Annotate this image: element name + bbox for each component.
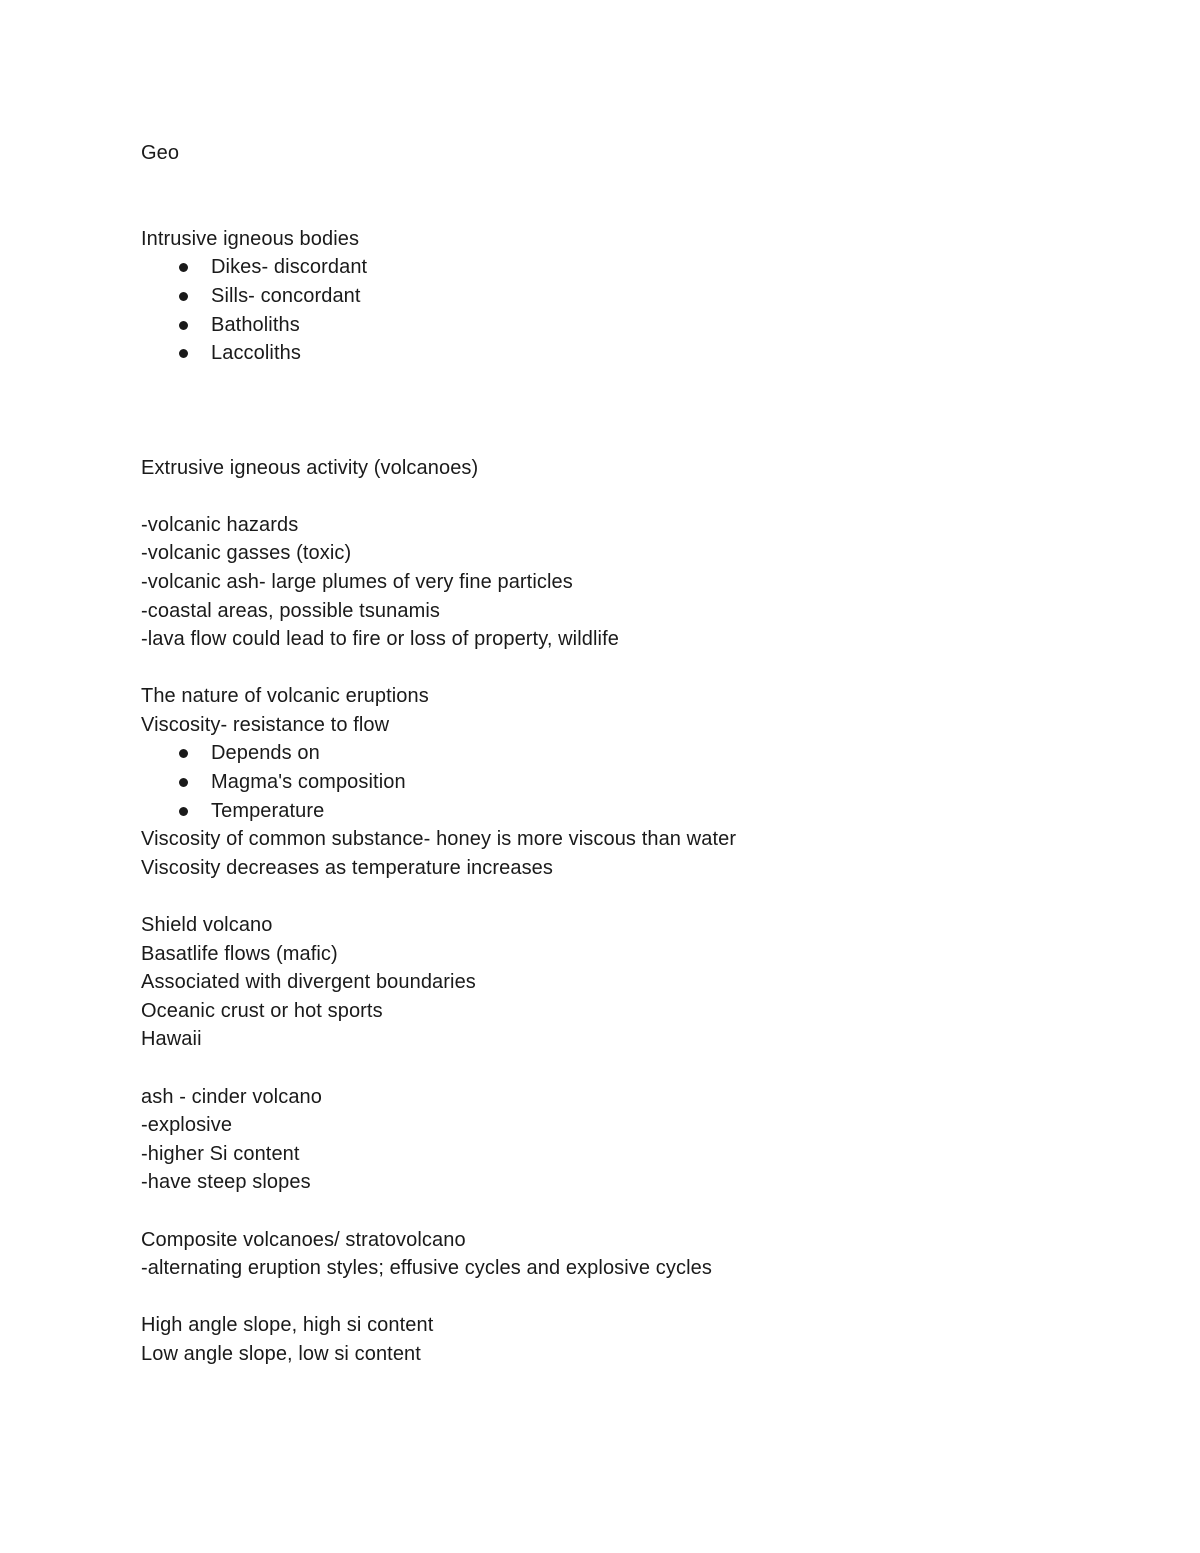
bullet-icon	[179, 263, 188, 272]
composite-line: -alternating eruption styles; effusive cycles and explosive cycles	[141, 1257, 712, 1280]
bullet-text: Batholiths	[211, 313, 300, 336]
extrusive-line: -volcanic gasses (toxic)	[141, 542, 352, 565]
bullet-text: Laccoliths	[211, 342, 301, 365]
shield-line: Hawaii	[141, 1028, 202, 1051]
extrusive-line: -volcanic ash- large plumes of very fine particles	[141, 570, 573, 593]
slope-line: High angle slope, high si content	[141, 1314, 434, 1337]
extrusive-line: -lava flow could lead to fire or loss of property, wildlife	[141, 628, 619, 651]
bullet-text: Dikes- discordant	[211, 256, 368, 279]
shield-line: Basatlife flows (mafic)	[141, 942, 338, 965]
bullet-item	[141, 253, 1101, 282]
cinder-line: ash - cinder volcano	[141, 1085, 322, 1108]
spacer	[141, 1197, 1101, 1226]
extrusive-line: -volcanic hazards	[141, 513, 299, 536]
bullet-item	[141, 739, 1101, 768]
bullet-icon	[179, 778, 188, 787]
spacer	[141, 368, 1101, 454]
nature-line: Viscosity of common substance- honey is more viscous than water	[141, 828, 737, 851]
composite-line: Composite volcanoes/ stratovolcano	[141, 1228, 466, 1251]
slope-line: Low angle slope, low si content	[141, 1342, 421, 1365]
spacer	[141, 882, 1101, 911]
document-title: Geo	[141, 142, 180, 164]
heading-intrusive: Intrusive igneous bodies	[141, 227, 360, 250]
subheading-viscosity: Viscosity- resistance to flow	[141, 713, 390, 736]
document-body	[141, 139, 1101, 1369]
bullet-item	[141, 282, 1101, 311]
spacer	[141, 482, 1101, 511]
bullet-text: Temperature	[211, 799, 325, 822]
bullet-text: Depends on	[211, 742, 320, 765]
bullet-icon	[179, 749, 188, 758]
bullet-icon	[179, 807, 188, 816]
viscosity-bullet-list	[141, 739, 1101, 825]
bullet-icon	[179, 292, 188, 301]
bullet-icon	[179, 321, 188, 330]
spacer	[141, 1054, 1101, 1083]
spacer	[141, 654, 1101, 683]
shield-line: Oceanic crust or hot sports	[141, 999, 383, 1022]
shield-line: Associated with divergent boundaries	[141, 971, 476, 994]
cinder-line: -have steep slopes	[141, 1171, 311, 1194]
spacer	[141, 168, 1101, 225]
cinder-line: -higher Si content	[141, 1142, 300, 1165]
nature-line: Viscosity decreases as temperature increases	[141, 856, 553, 879]
spacer	[141, 1283, 1101, 1312]
bullet-text: Sills- concordant	[211, 284, 361, 307]
bullet-item	[141, 311, 1101, 340]
bullet-item	[141, 797, 1101, 826]
bullet-text: Magma's composition	[211, 771, 406, 794]
cinder-line: -explosive	[141, 1114, 233, 1137]
heading-nature: The nature of volcanic eruptions	[141, 685, 429, 708]
extrusive-line: -coastal areas, possible tsunamis	[141, 599, 440, 622]
bullet-item	[141, 768, 1101, 797]
heading-extrusive: Extrusive igneous activity (volcanoes)	[141, 456, 479, 479]
intrusive-bullet-list	[141, 253, 1101, 367]
bullet-icon	[179, 349, 188, 358]
shield-line: Shield volcano	[141, 914, 273, 937]
bullet-item	[141, 339, 1101, 368]
